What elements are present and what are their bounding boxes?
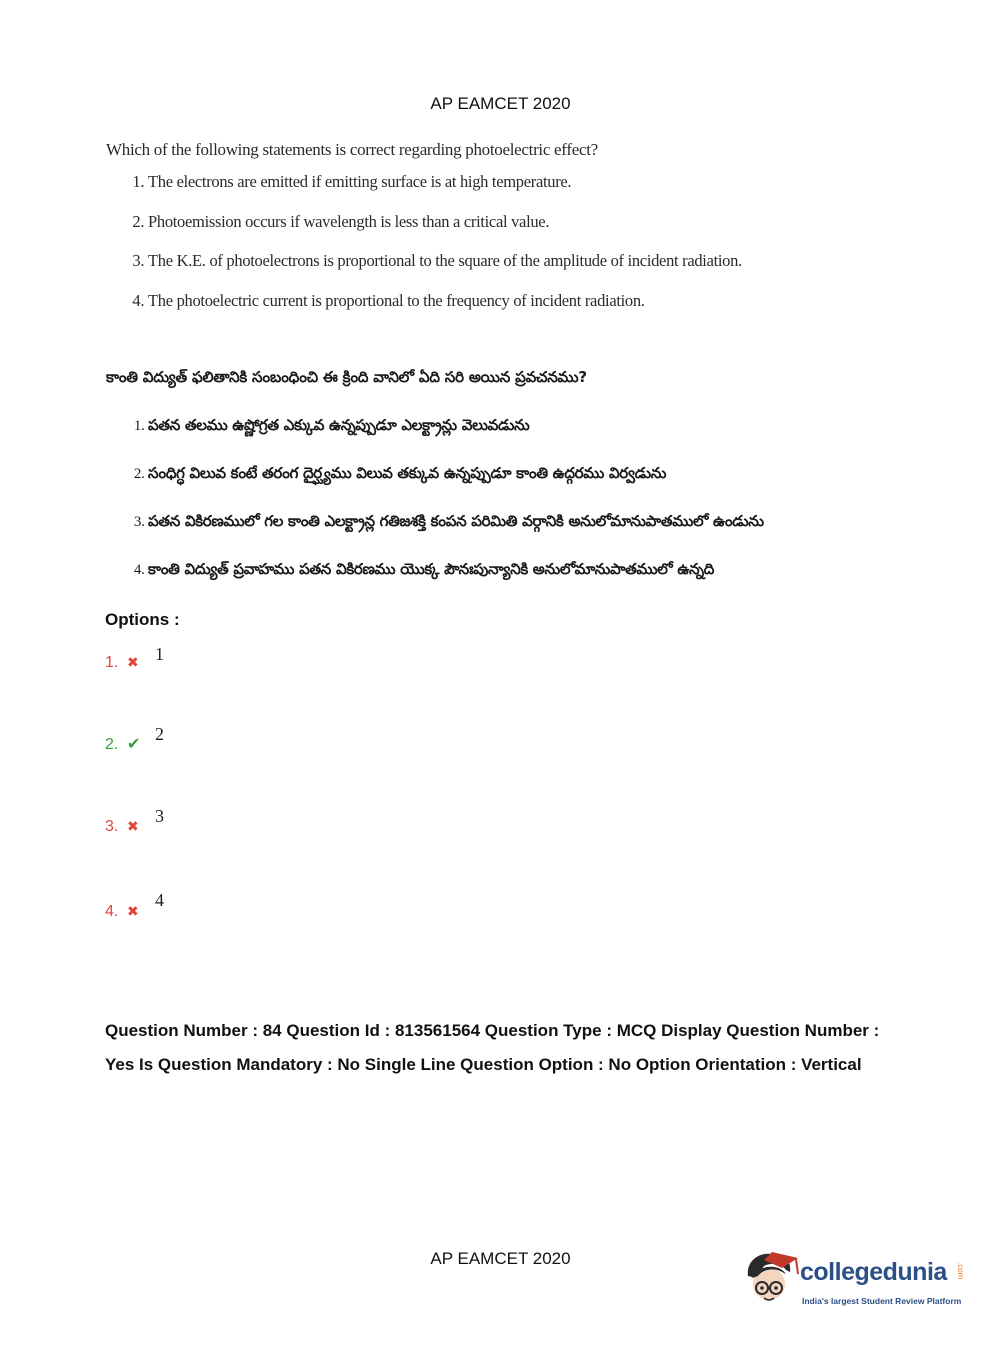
option-value: 3 bbox=[155, 806, 164, 826]
check-icon: ✔ bbox=[127, 736, 141, 753]
option-value: 4 bbox=[155, 890, 164, 910]
page-footer: AP EAMCET 2020 bbox=[430, 1249, 571, 1268]
statement-te-4: 4. కాంతి విద్యుత్ ప్రవాహము పతన వికిరణము యొక్క పౌనఃపున్యానికి అనులోమానుపాతములో ఉన్నది bbox=[148, 556, 866, 582]
brand-tagline: India's largest Student Review Platform bbox=[802, 1296, 962, 1306]
statement-en-2: 2. Photoemission occurs if wavelength is less than a critical value. bbox=[148, 212, 826, 232]
option-number: 3. bbox=[105, 818, 119, 835]
statement-list-en bbox=[106, 172, 826, 311]
cross-icon: ✖ bbox=[127, 903, 139, 919]
option-number: 4. bbox=[105, 903, 119, 920]
statement-en-1: 1. The electrons are emitted if emitting surface is at high temperature. bbox=[148, 172, 826, 192]
option-value: 2 bbox=[155, 724, 164, 744]
question-stem-te: కాంతి విద్యుత్ ఫలితానికి సంబంధించి ఈ క్రింది వానిలో ఏది సరి అయిన ప్రవచనము? bbox=[106, 368, 587, 386]
statement-te-1: 1. పతన తలము ఉష్ణోగ్రత ఎక్కువ ఉన్నప్పుడూ ఎలక్ట్రాన్లు వెలువడును bbox=[148, 412, 866, 438]
option-value: 1 bbox=[155, 644, 164, 664]
collegedunia-logo bbox=[742, 1248, 972, 1318]
question-telugu bbox=[106, 368, 866, 604]
brand-name: collegedunia bbox=[800, 1258, 947, 1286]
option-number: 1. bbox=[105, 654, 119, 671]
option-number: 2. bbox=[105, 736, 119, 753]
mascot-icon bbox=[742, 1248, 800, 1318]
statement-te-2: 2. సంధిగ్ధ విలువ కంటే తరంగ దైర్ఘ్యము విలువ తక్కువ ఉన్నప్పుడూ కాంతి ఉద్గరము విర్వడును bbox=[148, 460, 866, 486]
statement-te-3: 3. పతన వికిరణములో గల కాంతి ఎలక్ట్రాన్ల గతిజశక్తి కంపన పరిమితి వర్గానికి అనులోమానుపాతములో ఉండును bbox=[148, 508, 866, 534]
cross-icon: ✖ bbox=[127, 654, 139, 670]
statement-en-3: 3. The K.E. of photoelectrons is proportional to the square of the amplitude of incident radiation. bbox=[148, 251, 826, 271]
question-stem-en: Which of the following statements is correct regarding photoelectric effect? bbox=[106, 140, 598, 159]
statement-en-4: 4. The photoelectric current is proportional to the frequency of incident radiation. bbox=[148, 291, 826, 311]
options-title: Options : bbox=[105, 610, 180, 629]
brand-domain: .com bbox=[956, 1262, 965, 1280]
statement-list-te bbox=[106, 412, 866, 582]
cross-icon: ✖ bbox=[127, 818, 139, 834]
question-english bbox=[106, 140, 826, 330]
question-metadata: Question Number : 84 Question Id : 813561564 Question Type : MCQ Display Question Number : Yes Is Question Mandatory : No Single Line Question Option : No Option Orientation : Vertical bbox=[105, 1021, 880, 1074]
page-header: AP EAMCET 2020 bbox=[430, 94, 571, 113]
